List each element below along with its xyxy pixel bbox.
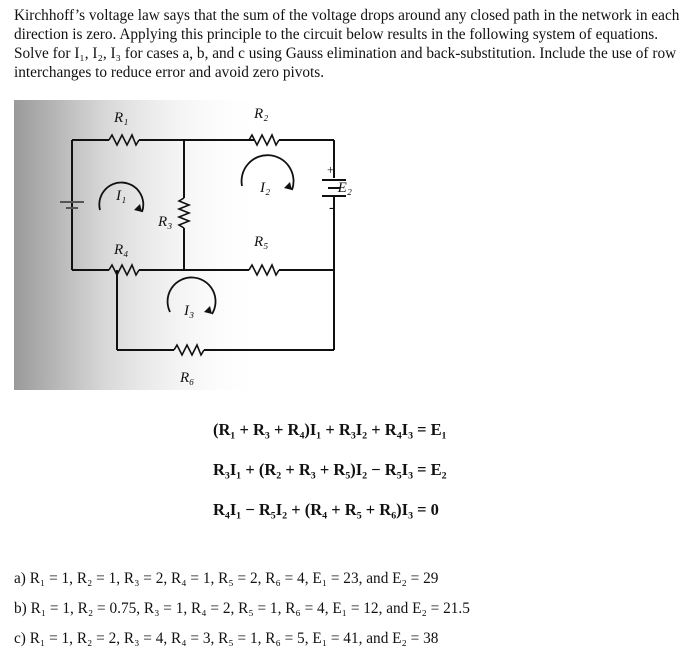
label-r4: R₄ (114, 242, 129, 258)
label-e2-plus: + (327, 162, 335, 177)
arrowhead-i2 (284, 182, 292, 190)
circuit-diagram (14, 100, 354, 390)
equation-1: (R₁ + R₃ + R₄)I₁ + R₃I₂ + R₄I₃ = E₁ (213, 420, 447, 439)
case-c: c) R₁ = 1, R₂ = 2, R₃ = 4, R₄ = 3, R₅ = 1, R₆ = 5, E₁ = 41, and E₂ = 38 (14, 630, 439, 647)
label-i2: I₂ (260, 180, 271, 196)
case-a: a) R₁ = 1, R₂ = 1, R₃ = 2, R₄ = 1, R₅ = 2, R₆ = 4, E₁ = 23, and E₂ = 29 (14, 570, 439, 587)
equation-2: R₃I₁ + (R₂ + R₃ + R₅)I₂ − R₅I₃ = E₂ (213, 460, 447, 479)
label-e2: E₂ (337, 180, 352, 196)
label-r6: R₆ (180, 370, 195, 386)
label-i3: I₃ (184, 303, 195, 319)
circuit-svg (14, 100, 354, 390)
label-r3: R₃ (158, 214, 173, 230)
label-i1: I₁ (116, 188, 127, 204)
problem-statement: Kirchhoff’s voltage law says that the sum of the voltage drops around any closed path in the network in each direction is zero. Applying this principle to the circuit below results in the following system of equations. Solve for I₁, I₂, I₃ for cases a, b, and c using Gauss elimination and back-substitution. Include the use of row interchanges to reduce error and avoid zero pivots. (14, 7, 680, 81)
label-r1: R₁ (114, 110, 129, 126)
equation-3: R₄I₁ − R₅I₂ + (R₄ + R₅ + R₆)I₃ = 0 (213, 500, 439, 519)
label-r2: R₂ (254, 106, 269, 122)
case-b: b) R₁ = 1, R₂ = 0.75, R₃ = 1, R₄ = 2, R₅ = 1, R₆ = 4, E₁ = 12, and E₂ = 21.5 (14, 600, 470, 617)
label-e2-minus: - (329, 200, 334, 216)
scan-shading (14, 100, 264, 390)
label-r5: R₅ (254, 234, 269, 250)
